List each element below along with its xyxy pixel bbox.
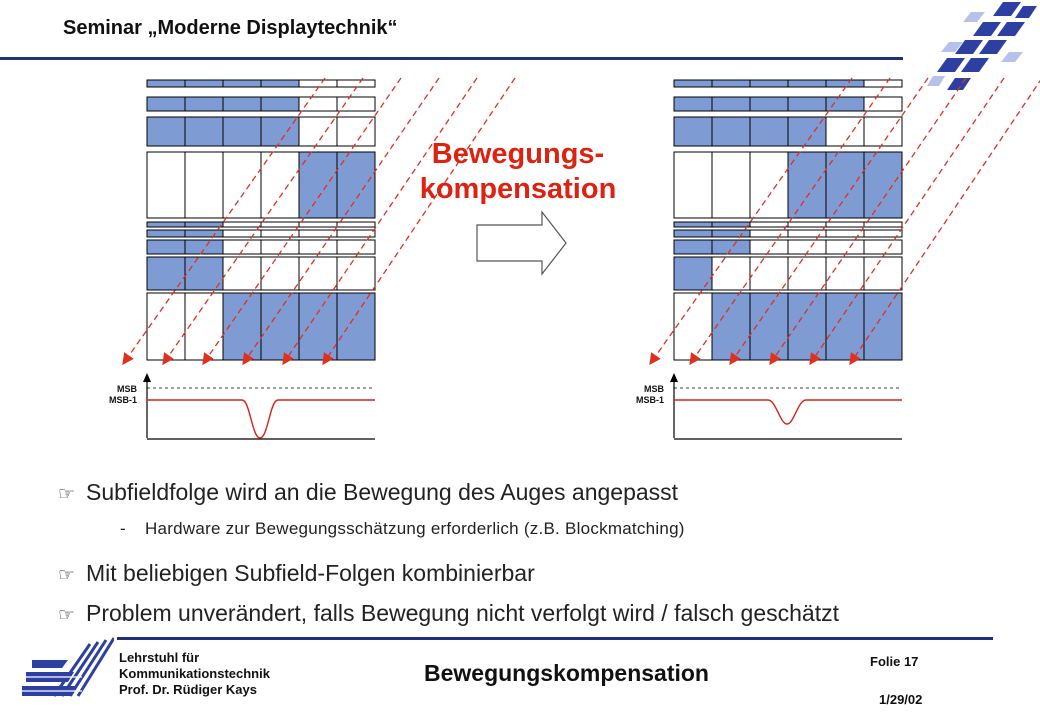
subfield-cell: [185, 152, 223, 218]
subfield-cell: [185, 293, 223, 360]
subfield-cell: [826, 293, 864, 360]
subfield-cell: [185, 240, 223, 254]
subfield-cell: [864, 97, 902, 111]
subfield-cell: [788, 152, 826, 218]
bullet-text: Problem unverändert, falls Bewegung nicht verfolgt wird / falsch geschätzt: [86, 600, 839, 626]
professor-name: Prof. Dr. Rüdiger Kays: [119, 682, 257, 697]
chair-info: [119, 650, 270, 698]
subfield-cell: [712, 117, 750, 146]
subfield-cell: [185, 97, 223, 111]
subfield-cell: [674, 97, 712, 111]
bullet-text: Mit beliebigen Subfield-Folgen kombinierbar: [86, 560, 535, 586]
subfield-cell: [185, 230, 223, 237]
subfield-cell: [674, 117, 712, 146]
subfield-cell: [337, 97, 375, 111]
subfield-cell: [826, 240, 864, 254]
subfield-cell: [864, 117, 902, 146]
subfield-cell: [223, 222, 261, 227]
subfield-cell: [712, 257, 750, 290]
subfield-motion-diagram: [0, 60, 1040, 460]
subfield-cell: [750, 230, 788, 237]
subfield-cell: [223, 80, 261, 87]
chair-line: Kommunikationstechnik: [119, 666, 270, 681]
subfield-cell: [147, 222, 185, 227]
chair-line: Lehrstuhl für: [119, 650, 200, 665]
subfield-cell: [826, 117, 864, 146]
slide-number: Folie 17: [870, 654, 919, 669]
subfield-cell: [223, 97, 261, 111]
subfield-cell: [864, 222, 902, 227]
dash-marker: -: [120, 519, 126, 538]
subfield-cell: [185, 117, 223, 146]
footer-rule: [117, 637, 993, 640]
subfield-cell: [299, 240, 337, 254]
subfield-cell: [750, 80, 788, 87]
subfield-cell: [185, 80, 223, 87]
subfield-cell: [147, 230, 185, 237]
subfield-cell: [674, 230, 712, 237]
subfield-cell: [864, 80, 902, 87]
subfield-cell: [299, 80, 337, 87]
subfield-cell: [826, 222, 864, 227]
subfield-cell: [788, 97, 826, 111]
seminar-title: Seminar „Moderne Displaytechnik“: [63, 17, 398, 39]
motion-compensation-label-line1: Bewegungs-: [431, 138, 605, 170]
subfield-cell: [712, 80, 750, 87]
subfield-cell: [261, 152, 299, 218]
subfield-cell: [147, 152, 185, 218]
msb1-label: MSB-1: [635, 395, 664, 405]
subfield-cell: [788, 80, 826, 87]
subfield-cell: [712, 222, 750, 227]
subfield-cell: [299, 257, 337, 290]
subfield-cell: [337, 117, 375, 146]
msb-label: MSB: [117, 384, 137, 394]
subfield-grid-with-compensation: [674, 80, 902, 360]
subfield-cell: [674, 80, 712, 87]
subfield-cell: [337, 240, 375, 254]
bullet-item: [58, 600, 839, 627]
subfield-cell: [674, 222, 712, 227]
subfield-cell: [185, 257, 223, 290]
subfield-cell: [712, 230, 750, 237]
pointing-hand-icon: ☞: [58, 605, 76, 626]
subfield-cell: [826, 257, 864, 290]
subfield-cell: [750, 97, 788, 111]
subfield-cell: [299, 222, 337, 227]
block-arrow-right-icon: [477, 212, 566, 274]
motion-compensation-label-line2: kompensation: [419, 173, 617, 205]
subfield-cell: [261, 293, 299, 360]
subfield-cell: [788, 222, 826, 227]
subfield-cell: [750, 222, 788, 227]
subfield-cell: [147, 117, 185, 146]
subfield-cell: [337, 80, 375, 87]
subfield-cell: [750, 257, 788, 290]
subfield-cell: [185, 222, 223, 227]
bullet-item: [58, 479, 678, 506]
subfield-cell: [750, 117, 788, 146]
subfield-cell: [788, 117, 826, 146]
subfield-cell: [674, 152, 712, 218]
slide-date: 1/29/02: [879, 692, 923, 707]
subfield-cell: [147, 80, 185, 87]
subfield-cell: [337, 257, 375, 290]
subfield-cell: [223, 152, 261, 218]
subfield-cell: [712, 97, 750, 111]
subfield-cell: [261, 97, 299, 111]
subfield-cell: [261, 222, 299, 227]
light-level-graph-right: [636, 373, 902, 439]
subfield-cell: [864, 240, 902, 254]
subfield-cell: [299, 293, 337, 360]
subfield-cell: [826, 80, 864, 87]
motion-compensation-label: [400, 137, 636, 207]
subfield-cell: [337, 222, 375, 227]
subfield-cell: [299, 97, 337, 111]
subfield-cell: [261, 80, 299, 87]
sub-bullet-item: [120, 519, 685, 539]
subfield-cell: [261, 257, 299, 290]
subfield-cell: [864, 293, 902, 360]
subfield-cell: [788, 257, 826, 290]
subfield-cell: [299, 117, 337, 146]
subfield-cell: [826, 97, 864, 111]
subfield-cell: [337, 293, 375, 360]
subfield-cell: [261, 230, 299, 237]
subfield-cell: [788, 230, 826, 237]
subfield-cell: [674, 240, 712, 254]
msb1-label: MSB-1: [108, 395, 137, 405]
subfield-cell: [864, 257, 902, 290]
subfield-cell: [223, 230, 261, 237]
sub-bullet-text: Hardware zur Bewegungsschätzung erforderlich (z.B. Blockmatching): [145, 519, 685, 538]
subfield-cell: [223, 257, 261, 290]
subfield-cell: [788, 293, 826, 360]
msb-label: MSB: [644, 384, 664, 394]
subfield-cell: [712, 240, 750, 254]
subfield-grid-without-compensation: [147, 80, 375, 360]
bullet-item: [58, 560, 535, 587]
pointing-hand-icon: ☞: [58, 484, 76, 505]
light-level-graph-left: [109, 373, 375, 439]
slide-topic-title: Bewegungskompensation: [424, 660, 709, 686]
subfield-cell: [712, 152, 750, 218]
subfield-cell: [223, 117, 261, 146]
subfield-cell: [750, 152, 788, 218]
subfield-cell: [147, 97, 185, 111]
bullet-text: Subfieldfolge wird an die Bewegung des Auges angepasst: [86, 479, 679, 505]
subfield-cell: [147, 240, 185, 254]
pointing-hand-icon: ☞: [58, 565, 76, 586]
chair-logo-icon: [22, 634, 114, 698]
subfield-cell: [712, 293, 750, 360]
subfield-cell: [261, 117, 299, 146]
